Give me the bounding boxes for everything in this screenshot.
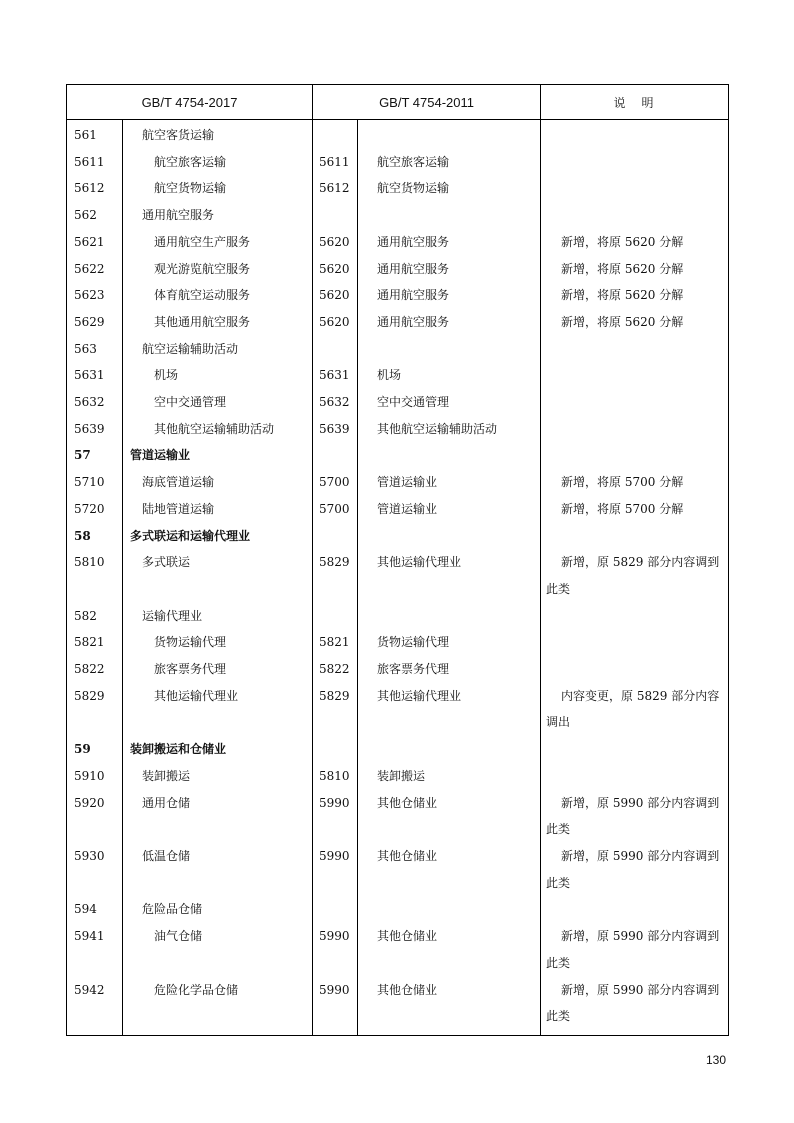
code-2017: 5822 [67,656,123,683]
name-2017-text: 多式联运 [142,555,191,570]
header-gbt-2017: GB/T 4754-2017 [67,85,313,120]
code-2011 [313,896,358,923]
code-2011: 5620 [313,256,358,283]
note-cell [541,362,729,389]
name-2017 [123,120,313,149]
code-2017: 5632 [67,389,123,416]
code-2017: 5829 [67,683,123,736]
code-2011: 5822 [313,656,358,683]
note-text: 新增，将原 5620 分解 [561,261,684,276]
code-2017: 5621 [67,229,123,256]
table-row [67,977,729,1036]
name-2017-text: 通用仓储 [142,795,191,810]
name-2011: 通用航空服务 [358,282,541,309]
code-2011: 5990 [313,790,358,843]
code-2017: 5720 [67,496,123,523]
code-2017: 5611 [67,149,123,176]
code-2011: 5612 [313,175,358,202]
code-2011: 5990 [313,923,358,976]
code-2011: 5611 [313,149,358,176]
note-cell [541,336,729,363]
table-row [67,896,729,923]
name-2017-text: 其他通用航空服务 [154,314,251,329]
name-2017-text: 装卸搬运和仓储业 [130,742,227,757]
name-2017-text: 危险品仓储 [142,902,203,917]
code-2017: 5623 [67,282,123,309]
code-2017: 582 [67,603,123,630]
code-2017: 5942 [67,977,123,1036]
name-2017-text: 运输代理业 [142,608,203,623]
name-2011 [358,120,541,149]
name-2017 [123,896,313,923]
name-2017-text: 航空客货运输 [142,128,215,142]
code-2017: 594 [67,896,123,923]
name-2011: 航空旅客运输 [358,149,541,176]
table-row [67,656,729,683]
code-2011: 5821 [313,629,358,656]
name-2017-text: 危险化学品仓储 [154,982,239,997]
table-row [67,149,729,176]
code-2011: 5639 [313,416,358,443]
code-2017: 5930 [67,843,123,896]
name-2017-text: 多式联运和运输代理业 [130,528,251,543]
code-2017: 5629 [67,309,123,336]
name-2017 [123,309,313,336]
table-row [67,763,729,790]
name-2011 [358,603,541,630]
code-2011: 5700 [313,496,358,523]
code-2017: 59 [67,736,123,763]
name-2017-text: 其他航空运输辅助活动 [154,421,275,436]
note-cell [541,790,729,843]
code-2011: 5620 [313,309,358,336]
header-gbt-2011: GB/T 4754-2011 [313,85,541,120]
name-2017 [123,442,313,469]
note-cell [541,229,729,256]
table-header-row [67,85,729,120]
table-row [67,549,729,602]
note-text: 新增，将原 5700 分解 [561,501,684,516]
note-text: 新增，将原 5620 分解 [561,288,684,303]
code-2017: 5821 [67,629,123,656]
table-row [67,843,729,896]
note-text: 新增，原 5990 部分内容调到此类 [546,848,720,890]
note-cell [541,683,729,736]
name-2017-text: 通用航空服务 [142,208,215,223]
code-2011 [313,336,358,363]
note-cell [541,149,729,176]
note-cell [541,389,729,416]
name-2011: 通用航空服务 [358,309,541,336]
name-2017-text: 海底管道运输 [142,475,215,490]
name-2017-text: 旅客票务代理 [154,662,227,677]
table-row [67,175,729,202]
name-2017-text: 其他运输代理业 [154,688,239,703]
table-row [67,496,729,523]
code-2017: 5810 [67,549,123,602]
table-row [67,683,729,736]
name-2017 [123,202,313,229]
note-cell [541,656,729,683]
code-2011: 5700 [313,469,358,496]
name-2011 [358,896,541,923]
name-2011: 管道运输业 [358,496,541,523]
name-2017 [123,683,313,736]
code-2011: 5631 [313,362,358,389]
note-cell [541,603,729,630]
name-2011: 其他运输代理业 [358,683,541,736]
code-2011: 5829 [313,549,358,602]
table-row [67,309,729,336]
code-2017: 561 [67,120,123,149]
note-cell [541,523,729,550]
name-2017 [123,256,313,283]
name-2017 [123,923,313,976]
note-cell [541,469,729,496]
note-cell [541,896,729,923]
code-2017: 5910 [67,763,123,790]
table-row [67,736,729,763]
code-2011: 5632 [313,389,358,416]
name-2017 [123,362,313,389]
name-2017 [123,175,313,202]
table-row [67,229,729,256]
name-2017 [123,603,313,630]
table-row [67,256,729,283]
table-row [67,202,729,229]
name-2011: 装卸搬运 [358,763,541,790]
name-2017 [123,523,313,550]
table-row [67,629,729,656]
header-note: 说明 [541,85,729,120]
code-2017: 5612 [67,175,123,202]
code-2011: 5829 [313,683,358,736]
name-2011: 通用航空服务 [358,229,541,256]
table-row [67,603,729,630]
code-2017: 5941 [67,923,123,976]
name-2017 [123,736,313,763]
name-2011: 其他航空运输辅助活动 [358,416,541,443]
note-cell [541,763,729,790]
note-cell [541,416,729,443]
note-cell [541,923,729,976]
table-row [67,120,729,149]
code-2017: 5920 [67,790,123,843]
note-cell [541,282,729,309]
name-2011 [358,736,541,763]
name-2017-text: 观光游览航空服务 [154,261,251,276]
code-2011 [313,202,358,229]
code-2017: 562 [67,202,123,229]
name-2011: 货物运输代理 [358,629,541,656]
note-text: 新增，将原 5620 分解 [561,314,684,329]
note-cell [541,175,729,202]
code-2011 [313,736,358,763]
name-2011: 管道运输业 [358,469,541,496]
name-2017 [123,656,313,683]
name-2017 [123,469,313,496]
note-cell [541,843,729,896]
table-row [67,923,729,976]
note-text: 新增，原 5990 部分内容调到此类 [546,982,720,1024]
note-cell [541,256,729,283]
note-cell [541,442,729,469]
name-2017 [123,763,313,790]
name-2011: 通用航空服务 [358,256,541,283]
code-2011: 5990 [313,977,358,1036]
code-2017: 5639 [67,416,123,443]
name-2017-text: 陆地管道运输 [142,501,215,516]
name-2017-text: 货物运输代理 [154,635,227,650]
note-cell [541,309,729,336]
name-2011 [358,523,541,550]
name-2017-text: 航空运输辅助活动 [142,341,239,356]
note-cell [541,977,729,1036]
code-2011: 5620 [313,282,358,309]
name-2017 [123,149,313,176]
name-2011: 其他仓储业 [358,977,541,1036]
page-number: 130 [706,1053,727,1067]
name-2011: 其他运输代理业 [358,549,541,602]
code-2017: 5631 [67,362,123,389]
note-cell [541,496,729,523]
code-2011 [313,442,358,469]
note-text: 新增，将原 5620 分解 [561,234,684,249]
code-2017: 57 [67,442,123,469]
note-cell [541,736,729,763]
code-2011 [313,120,358,149]
note-text: 新增，原 5829 部分内容调到此类 [546,555,720,596]
note-cell [541,549,729,602]
table-row [67,469,729,496]
code-2011: 5810 [313,763,358,790]
name-2017-text: 体育航空运动服务 [154,288,251,303]
name-2017 [123,629,313,656]
name-2017-text: 低温仓储 [142,848,191,863]
name-2017-text: 空中交通管理 [154,395,227,410]
name-2011 [358,336,541,363]
name-2017-text: 油气仓储 [154,929,203,944]
code-2011 [313,603,358,630]
code-2011: 5620 [313,229,358,256]
table-row [67,442,729,469]
name-2017-text: 装卸搬运 [142,768,191,783]
name-2011: 航空货物运输 [358,175,541,202]
name-2017 [123,229,313,256]
name-2011: 其他仓储业 [358,790,541,843]
code-2011: 5990 [313,843,358,896]
note-cell [541,202,729,229]
classification-correspondence-table [66,84,729,1036]
table-row [67,523,729,550]
name-2011: 其他仓储业 [358,843,541,896]
table-row [67,362,729,389]
code-2017: 5622 [67,256,123,283]
table-row [67,790,729,843]
name-2011: 旅客票务代理 [358,656,541,683]
note-text: 新增，将原 5700 分解 [561,475,684,490]
code-2017: 5710 [67,469,123,496]
table-row [67,282,729,309]
name-2017 [123,416,313,443]
name-2017-text: 管道运输业 [130,448,191,463]
name-2017-text: 通用航空生产服务 [154,234,251,249]
name-2011 [358,442,541,469]
name-2017 [123,549,313,602]
name-2017-text: 航空旅客运输 [154,154,227,169]
note-cell [541,120,729,149]
name-2017-text: 航空货物运输 [154,181,227,196]
table-body [67,120,729,1036]
table-row [67,389,729,416]
table-row [67,336,729,363]
note-cell [541,629,729,656]
name-2017 [123,282,313,309]
name-2017 [123,389,313,416]
name-2011 [358,202,541,229]
code-2017: 563 [67,336,123,363]
code-2017: 58 [67,523,123,550]
name-2017-text: 机场 [154,368,179,383]
name-2017 [123,790,313,843]
name-2011: 机场 [358,362,541,389]
name-2017 [123,843,313,896]
name-2017 [123,336,313,363]
note-text: 新增，原 5990 部分内容调到此类 [546,929,720,970]
name-2011: 其他仓储业 [358,923,541,976]
code-2011 [313,523,358,550]
name-2011: 空中交通管理 [358,389,541,416]
note-text: 新增，原 5990 部分内容调到此类 [546,795,720,837]
table-row [67,416,729,443]
name-2017 [123,496,313,523]
name-2017 [123,977,313,1036]
note-text: 内容变更，原 5829 部分内容调出 [546,688,720,730]
